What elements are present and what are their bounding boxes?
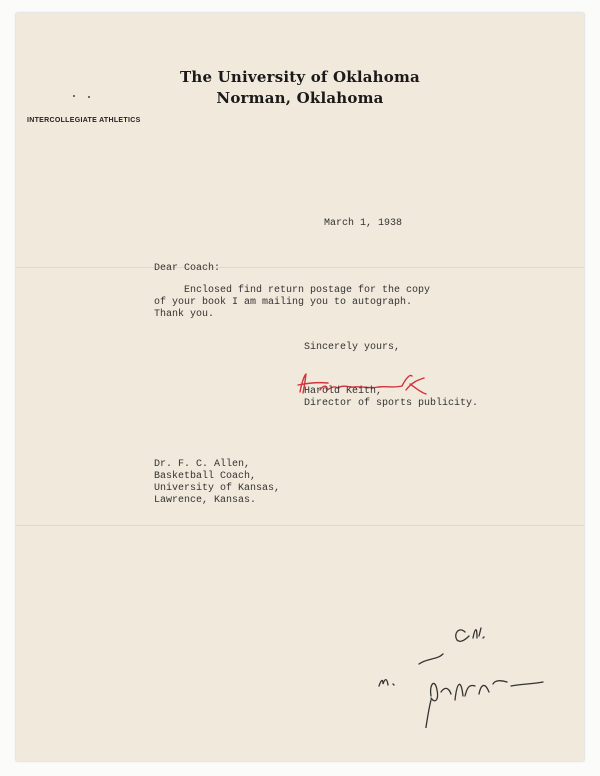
recipient-line: Basketball Coach, [154, 471, 257, 482]
recipient-line: Lawrence, Kansas. [154, 495, 257, 506]
body-line: Enclosed find return postage for the copy [154, 285, 431, 296]
salutation: Dear Coach: [154, 263, 221, 274]
recipient-line: Dr. F. C. Allen, [154, 459, 251, 470]
ink-speck [88, 96, 90, 98]
fold-line-upper [16, 267, 584, 268]
letter-date: March 1, 1938 [324, 218, 403, 229]
letterhead-university-name: The University of Oklahoma [180, 68, 420, 86]
body-line: Thank you. [154, 309, 215, 320]
pencil-annotation [371, 608, 551, 728]
recipient-line: University of Kansas, [154, 483, 281, 494]
body-line: of your book I am mailing you to autograph. [154, 297, 413, 308]
letterhead-city: Norman, Oklahoma [216, 89, 384, 107]
signer-name: Harold Keith, [304, 386, 383, 397]
closing: Sincerely yours, [304, 342, 401, 353]
ink-speck [73, 95, 75, 97]
letter-page [16, 13, 584, 761]
signer-title: Director of sports publicity. [304, 398, 479, 409]
department-label: INTERCOLLEGIATE ATHLETICS [27, 117, 141, 124]
fold-line-lower [16, 525, 584, 526]
